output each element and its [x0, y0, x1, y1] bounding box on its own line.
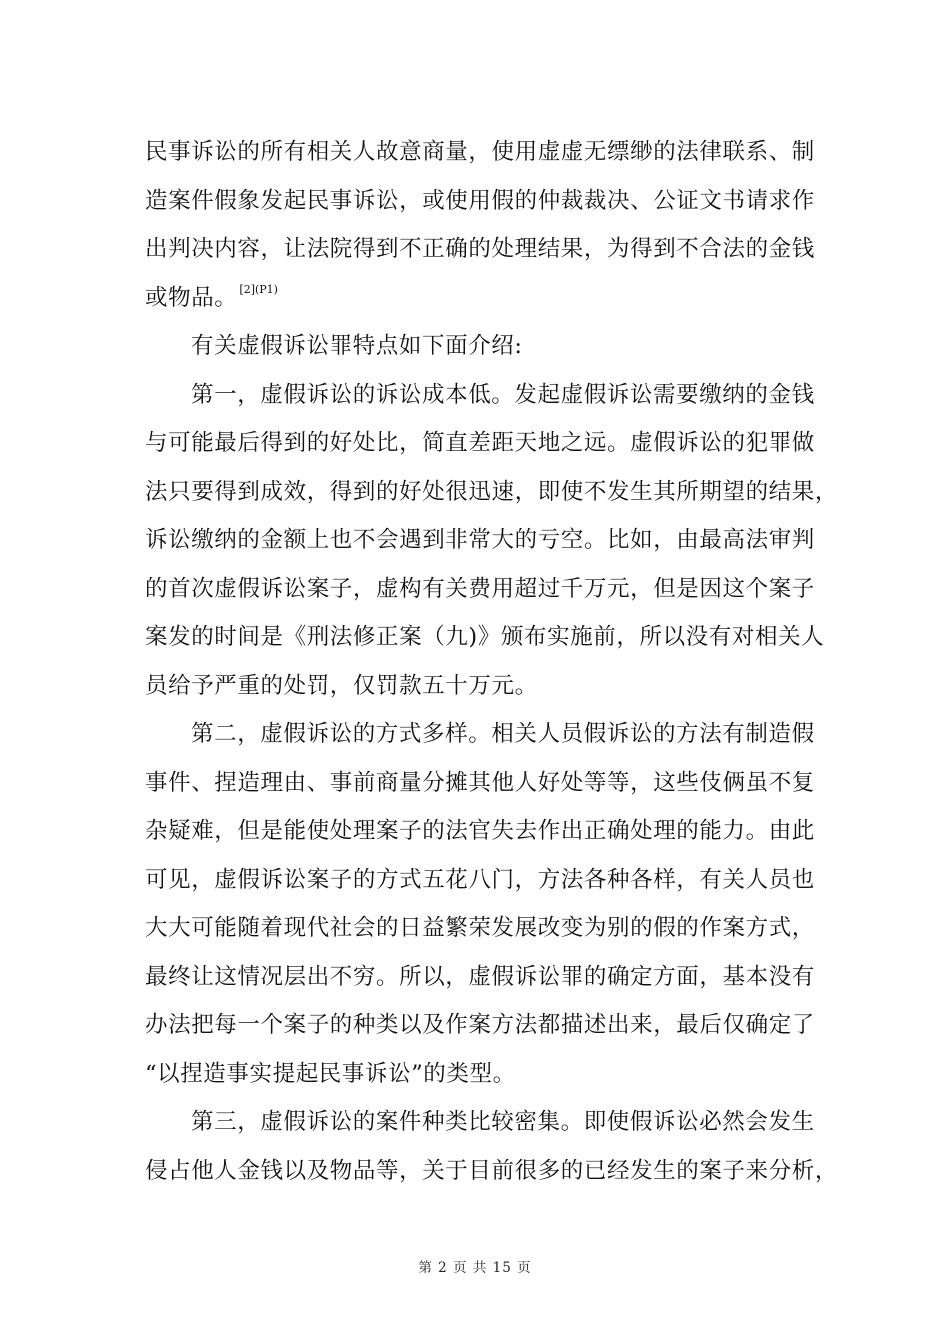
- text-line: [145, 856, 815, 905]
- text-line: [145, 177, 815, 226]
- page-footer: 第 2 页 共 15 页: [418, 1260, 532, 1276]
- text-line-content: 造案件假象发起民事诉讼，或使用假的仲裁裁决、公证文书请求作: [145, 187, 815, 214]
- text-line-content: 的首次虚假诉讼案子，虚构有关费用超过千万元，但是因这个案子: [145, 575, 815, 602]
- text-line: [145, 1098, 815, 1147]
- body-text: [145, 128, 839, 1195]
- text-line-content: 或物品。: [145, 284, 238, 311]
- text-line-content: 第二，虚假诉讼的方式多样。相关人员假诉讼的方法有制造假: [191, 721, 815, 747]
- text-line: [145, 371, 815, 420]
- text-line: [145, 419, 815, 468]
- text-line-content: 第三，虚假诉讼的案件种类比较密集。即使假诉讼必然会发生: [191, 1109, 815, 1135]
- text-line: [145, 322, 807, 371]
- text-line: [145, 807, 815, 856]
- text-line: [145, 274, 807, 323]
- text-line: [145, 128, 815, 177]
- text-line-content: 第一，虚假诉讼的诉讼成本低。发起虚假诉讼需要缴纳的金钱: [191, 381, 815, 408]
- text-line-content: 可见，虚假诉讼案子的方式五花八门，方法各种各样，有关人员也: [145, 866, 815, 893]
- text-line-content: 出判决内容，让法院得到不正确的处理结果，为得到不合法的金钱: [145, 236, 815, 262]
- text-line: [145, 662, 807, 711]
- text-line: [145, 953, 815, 1002]
- text-line-content: 最终让这情况层出不穷。所以，虚假诉讼罪的确定方面，基本没有: [145, 963, 815, 990]
- text-line: [145, 710, 815, 759]
- text-line: [145, 1001, 815, 1050]
- text-line-content: “以捏造事实提起民事诉讼”的类型。: [145, 1060, 516, 1087]
- text-line-content: 民事诉讼的所有相关人故意商量，使用虚虚无缥缈的法律联系、制: [145, 139, 815, 165]
- text-line: [145, 225, 815, 274]
- text-line: [145, 468, 839, 517]
- text-line: [145, 565, 815, 614]
- citation-ref: [2](P1): [239, 282, 278, 296]
- text-line-content: 案发的时间是《刑法修正案（九)》颁布实施前，所以没有对相关人: [145, 624, 825, 650]
- text-line: [145, 904, 815, 953]
- text-line: [145, 516, 815, 565]
- text-line-content: 员给予严重的处罚，仅罚款五十万元。: [145, 672, 538, 699]
- text-line: [145, 1147, 839, 1196]
- text-line: [145, 1050, 807, 1099]
- text-line: [145, 613, 825, 662]
- text-line-content: 与可能最后得到的好处比，简直差距天地之远。虚假诉讼的犯罪做: [145, 430, 815, 456]
- text-line-content: 事件、捏造理由、事前商量分摊其他人好处等等，这些伎俩虽不复: [145, 769, 815, 796]
- text-line-content: 侵占他人金钱以及物品等，关于目前很多的已经发生的案子来分析，: [145, 1157, 839, 1184]
- text-line-content: 办法把每一个案子的种类以及作案方法都描述出来，最后仅确定了: [145, 1012, 815, 1038]
- text-line-content: 法只要得到成效，得到的好处很迅速，即使不发生其所期望的结果，: [145, 478, 839, 505]
- text-line-content: 诉讼缴纳的金额上也不会遇到非常大的亏空。比如，由最高法审判: [145, 527, 815, 553]
- text-line-content: 大大可能随着现代社会的日益繁荣发展改变为别的假的作案方式，: [145, 915, 815, 941]
- text-line: [145, 759, 815, 808]
- text-line-content: 杂疑难，但是能使处理案子的法官失去作出正确处理的能力。由此: [145, 818, 815, 844]
- text-line-content: 有关虚假诉讼罪特点如下面介绍:: [191, 333, 523, 359]
